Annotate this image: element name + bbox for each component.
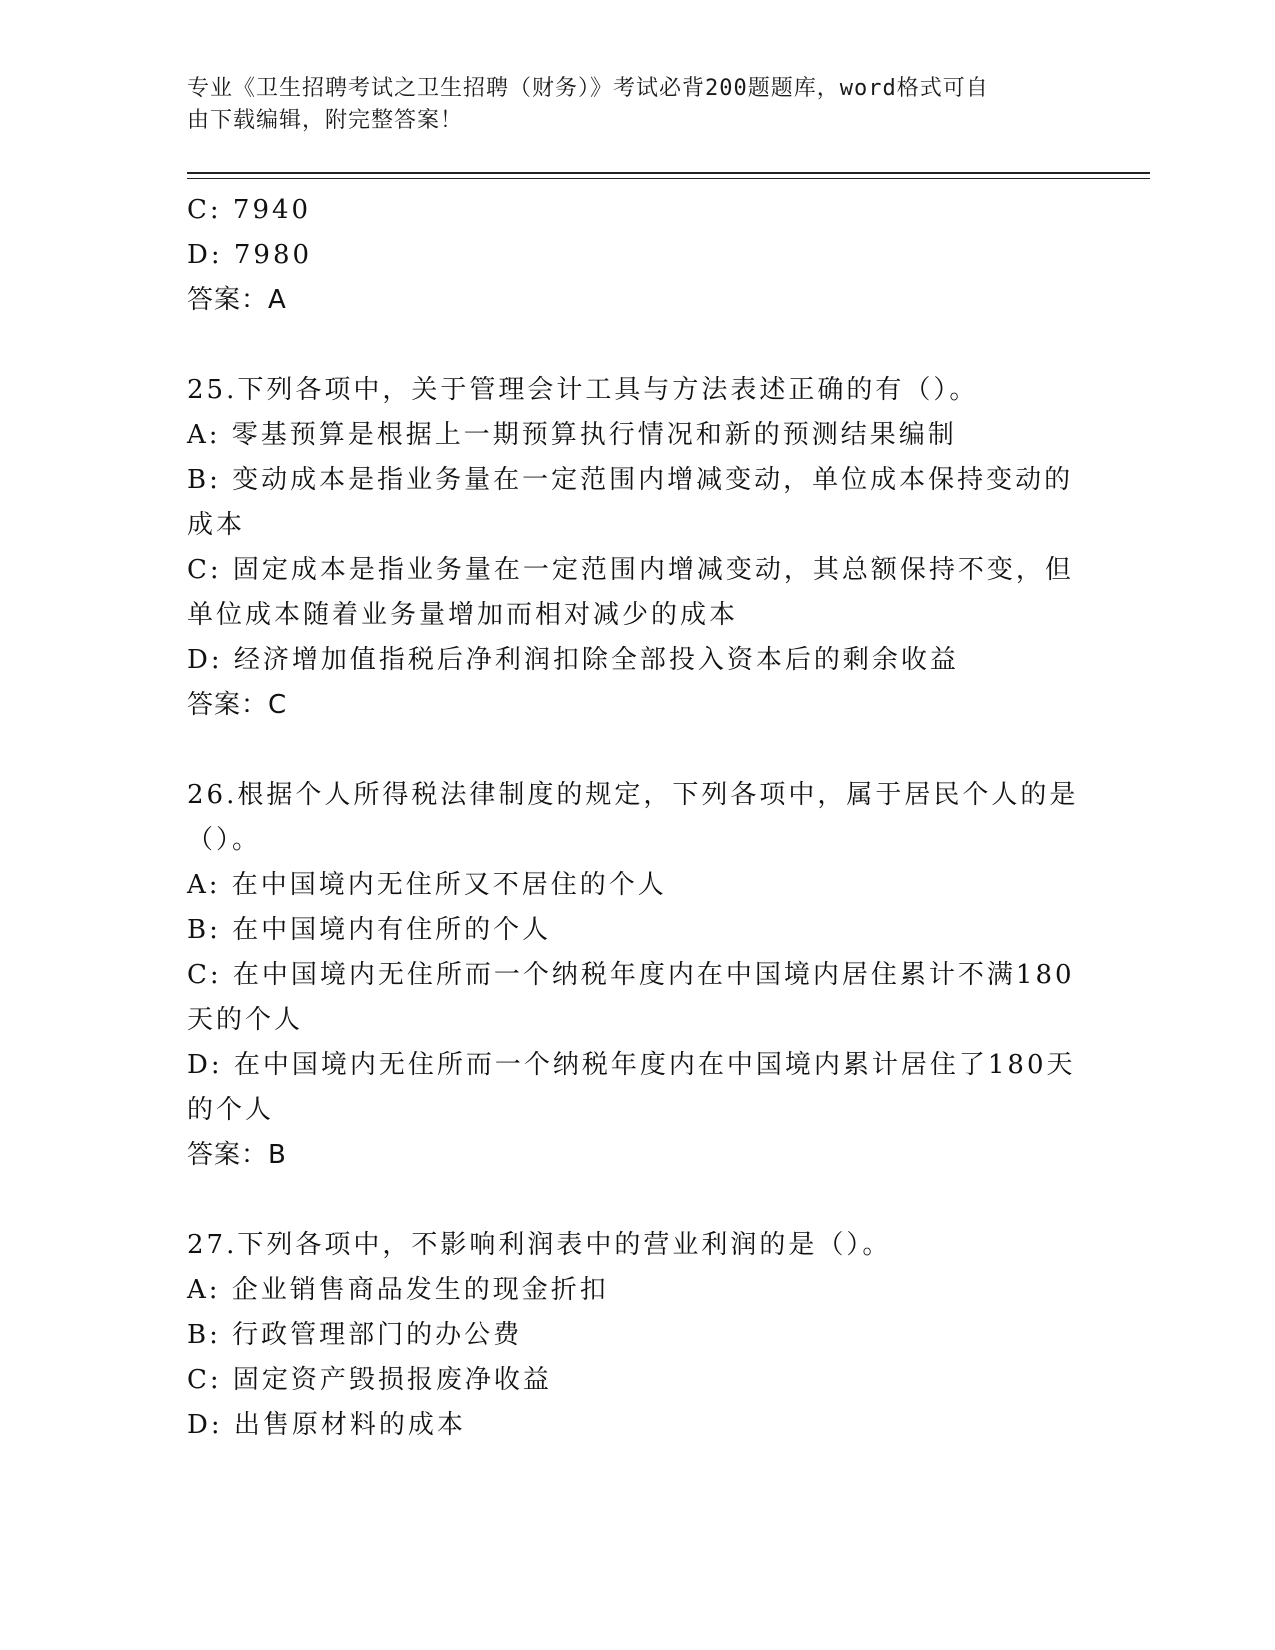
question-stem-continued: （）。 — [187, 825, 262, 855]
option-d: D: 在中国境内无住所而一个纳税年度内在中国境内累计居住了180天 — [187, 1050, 1076, 1080]
option-d: D: 经济增加值指税后净利润扣除全部投入资本后的剩余收益 — [187, 645, 959, 675]
question-27 — [187, 1223, 1087, 1448]
document-header — [187, 73, 1067, 137]
header-rule-thick — [187, 172, 1150, 174]
question-stem: 26.根据个人所得税法律制度的规定，下列各项中，属于居民个人的是 — [187, 780, 1079, 810]
option-c: C: 固定资产毁损报废净收益 — [187, 1365, 552, 1395]
option-a: A: 企业销售商品发生的现金折扣 — [187, 1275, 609, 1305]
option-b: B: 行政管理部门的办公费 — [187, 1320, 523, 1350]
option-b: B: 在中国境内有住所的个人 — [187, 915, 552, 945]
option-c: C: 固定成本是指业务量在一定范围内增减变动，其总额保持不变，但 — [187, 555, 1074, 585]
option-c-continued: 单位成本随着业务量增加而相对减少的成本 — [187, 600, 739, 630]
previous-question-tail — [187, 188, 1087, 323]
spacer — [187, 728, 1087, 773]
option-a: A: 在中国境内无住所又不居住的个人 — [187, 870, 667, 900]
header-line-2: 由下载编辑，附完整答案！ — [187, 108, 464, 133]
option-d: D: 出售原材料的成本 — [187, 1410, 466, 1440]
option-c-continued: 天的个人 — [187, 1005, 304, 1035]
option-c: C: 在中国境内无住所而一个纳税年度内在中国境内居住累计不满180 — [187, 960, 1075, 990]
question-content — [187, 188, 1087, 1448]
option-d-continued: 的个人 — [187, 1095, 275, 1125]
question-25 — [187, 368, 1087, 728]
answer-line: 答案：C — [187, 690, 288, 720]
question-26 — [187, 773, 1087, 1178]
question-stem: 25.下列各项中，关于管理会计工具与方法表述正确的有（）。 — [187, 375, 979, 405]
header-line-1: 专业《卫生招聘考试之卫生招聘（财务）》考试必背200题题库，word格式可自 — [187, 76, 989, 101]
spacer — [187, 1178, 1087, 1223]
option-a: A: 零基预算是根据上一期预算执行情况和新的预测结果编制 — [187, 420, 957, 450]
option-c: C: 7940 — [187, 195, 312, 225]
answer-line: 答案：B — [187, 1140, 287, 1170]
spacer — [187, 323, 1087, 368]
answer-line: 答案：A — [187, 285, 287, 315]
question-stem: 27.下列各项中，不影响利润表中的营业利润的是（）。 — [187, 1230, 892, 1260]
option-d: D: 7980 — [187, 240, 313, 270]
option-b: B: 变动成本是指业务量在一定范围内增减变动，单位成本保持变动的 — [187, 465, 1074, 495]
header-rule-thin — [187, 178, 1150, 179]
option-b-continued: 成本 — [187, 510, 246, 540]
